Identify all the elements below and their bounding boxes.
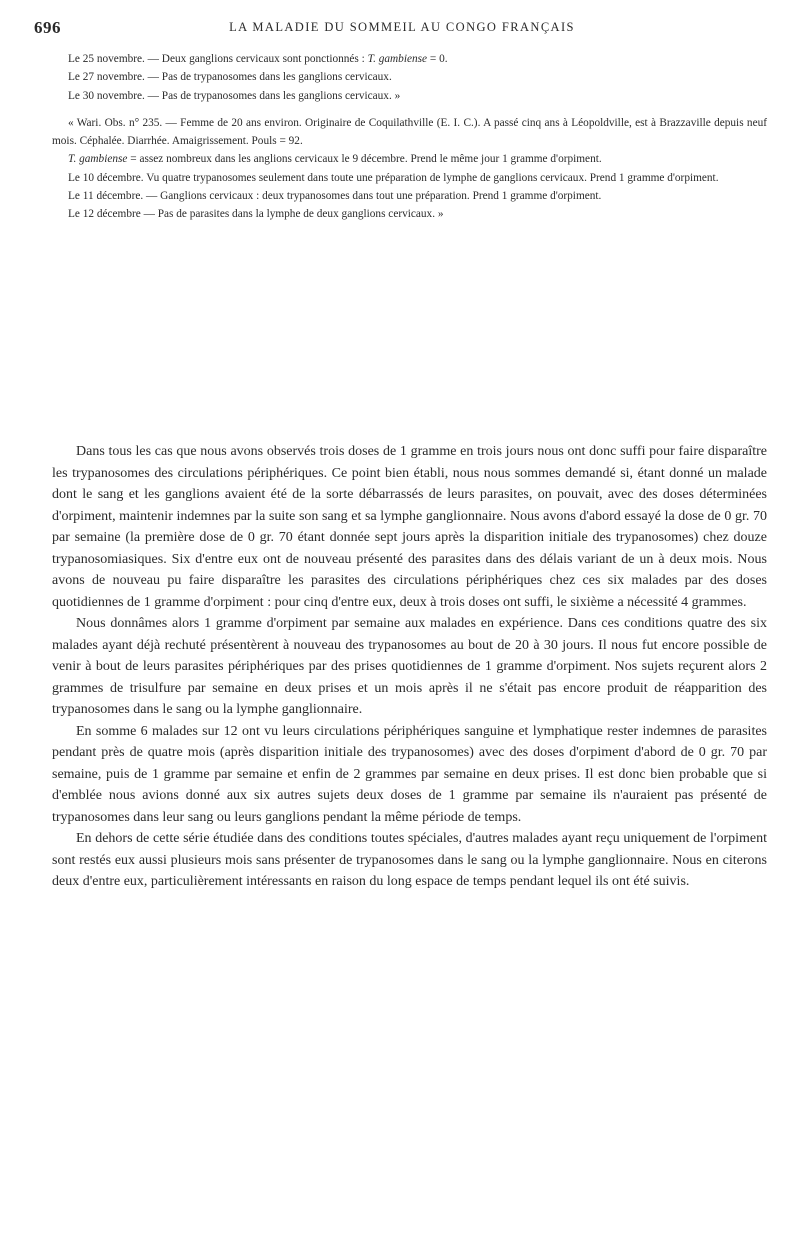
observation-line: Le 10 décembre. Vu quatre trypanosomes seulement dans toute une préparation de lymphe de ganglions cervicaux. Prend 1 gramme d'orpiment. — [68, 171, 719, 184]
observation-line: Le 30 novembre. — Pas de trypanosomes dans les ganglions cervicaux. » — [68, 89, 401, 102]
body-paragraph: Dans tous les cas que nous avons observés trois doses de 1 gramme en trois jours nous ont donc suffi pour faire disparaître les trypanosomes des circulations périphériques. Ce point bien établi, nous nous sommes demandé si, étant donné un malade dont le sang et les ganglions avaient été de la sorte débarrassés de leurs parasites, on pouvait, avec des doses déterminées d'orpiment, maintenir indemnes par la suite son sang et sa lymphe ganglionnaire. Nous avons d'abord essayé la dose de 0 gr. 70 par semaine (la première dose de 0 gr. 70 étant donnée sept jours après la disparition initiale des trypanosomes) chez douze trypanosomiasiques. Six d'entre eux ont de nouveau présenté des parasites dans des délais variant de un à deux mois. Nous avons de nouveau pu faire disparaître les parasites des circulations périphériques chez ces six malades par des doses quotidiennes de 1 gramme d'orpiment : pour cinq d'entre eux, deux à trois doses ont suffi, le sixième a nécessité 4 grammes. — [52, 444, 767, 610]
page-header — [34, 18, 770, 44]
observation-line: T. gambiense = assez nombreux dans les anglions cervicaux le 9 décembre. Prend le même jour 1 gramme d'orpiment. — [68, 153, 602, 166]
observation-block — [52, 50, 767, 224]
observation-line: Le 12 décembre — Pas de parasites dans la lymphe de deux ganglions cervicaux. » — [68, 208, 444, 221]
observation-line: Le 11 décembre. — Ganglions cervicaux : deux trypanosomes dans tout une préparation. Prend 1 gramme d'orpiment. — [68, 190, 602, 203]
observation-line: Le 25 novembre. — Deux ganglions cervicaux sont ponctionnés : T. gambiense = 0. — [68, 53, 448, 65]
running-title: LA MALADIE DU SOMMEIL AU CONGO FRANÇAIS — [229, 20, 575, 34]
observation-line: Le 27 novembre. — Pas de trypanosomes dans les ganglions cervicaux. — [68, 71, 392, 84]
body-paragraph: En somme 6 malades sur 12 ont vu leurs circulations périphériques sanguine et lymphatique rester indemnes de parasites pendant près de quatre mois (après disparition initiale des trypanosomes) avec des doses d'orpiment d'abord de 0 gr. 70 par semaine, puis de 1 gramme par semaine et enfin de 2 grammes par semaine en deux prises. Il est donc bien probable que si d'emblée nous avions donné aux six autres sujets deux doses de 1 gramme par semaine ils n'auraient pas présenté de trypanosomes dans leur sang ou leurs ganglions pendant la même période de temps. — [52, 723, 767, 825]
body-paragraph: Nous donnâmes alors 1 gramme d'orpiment par semaine aux malades en expérience. Dans ces conditions quatre des six malades ayant déjà rechuté présentèrent à nouveau des trypanosomes au bout de 20 à 30 jours. Il nous fut encore possible de venir à bout de leurs parasites périphériques par des prises quotidiennes de 1 gramme d'orpiment. Nos sujets reçurent alors 2 grammes de trisulfure par semaine en deux prises et un mois après il ne s'était pas encore produit de réapparition des trypanosomes dans le sang ou la lymphe ganglionnaire. — [52, 616, 767, 717]
page-number: 696 — [34, 18, 61, 37]
body-text — [52, 441, 767, 893]
observation-line: « Wari. Obs. n° 235. — Femme de 20 ans environ. Originaire de Coquilathville (E. I. C.). A passé cinq ans à Léopoldville, est à Brazzaville depuis neuf mois. Céphalée. Diarrhée. Amaigrissement. Pouls = 92. — [52, 116, 767, 148]
body-paragraph: En dehors de cette série étudiée dans des conditions toutes spéciales, d'autres malades ayant reçu uniquement de l'orpiment sont restés eux aussi plusieurs mois sans présenter de trypanosomes dans le sang ou la lymphe ganglionnaire. Nous en citerons deux d'entre eux, particulièrement intéressants en raison du long espace de temps pendant lequel ils ont été suivis. — [52, 831, 767, 889]
